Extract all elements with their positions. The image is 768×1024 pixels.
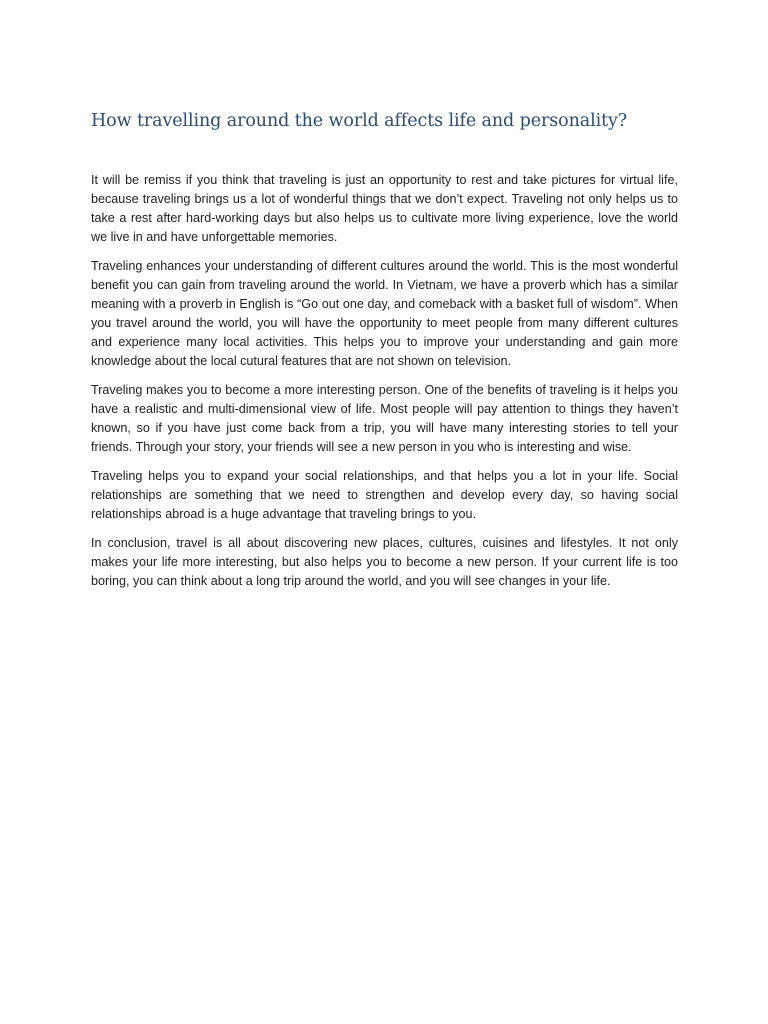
paragraph-interesting-person: Traveling makes you to become a more interesting person. One of the benefits of traveling is it helps you have a realistic and multi-dimensional view of life. Most people will pay attention to things they haven’t known, so if you have just come back from a trip, you will have many interesting stories to tell your friends. Through your story, your friends will see a new person in you who is interesting and wise.: [91, 383, 678, 454]
paragraph-conclusion: In conclusion, travel is all about discovering new places, cultures, cuisines and lifestyles. It not only makes your life more interesting, but also helps you to become a new person. If your current life is too boring, you can think about a long trip around the world, and you will see changes in your life.: [91, 536, 678, 588]
document-title: How travelling around the world affects life and personality?: [91, 111, 628, 131]
paragraph-intro: It will be remiss if you think that traveling is just an opportunity to rest and take pictures for virtual life, because traveling brings us a lot of wonderful things that we don’t expect. Traveling not only helps us to take a rest after hard-working days but also helps us to cultivate more living experience, love the world we live in and have unforgettable memories.: [91, 173, 678, 244]
paragraph-social-relationships: Traveling helps you to expand your social relationships, and that helps you a lot in your life. Social relationships are something that we need to strengthen and develop every day, so having social relationships abroad is a huge advantage that traveling brings to you.: [91, 469, 678, 521]
paragraph-cultures: Traveling enhances your understanding of different cultures around the world. This is the most wonderful benefit you can gain from traveling around the world. In Vietnam, we have a proverb which has a similar meaning with a proverb in English is “Go out one day, and comeback with a basket full of wisdom”. When you travel around the world, you will have the opportunity to meet people from many different cultures and experience many local activities. This helps you to improve your understanding and gain more knowledge about the local cutural features that are not shown on television.: [91, 259, 678, 368]
